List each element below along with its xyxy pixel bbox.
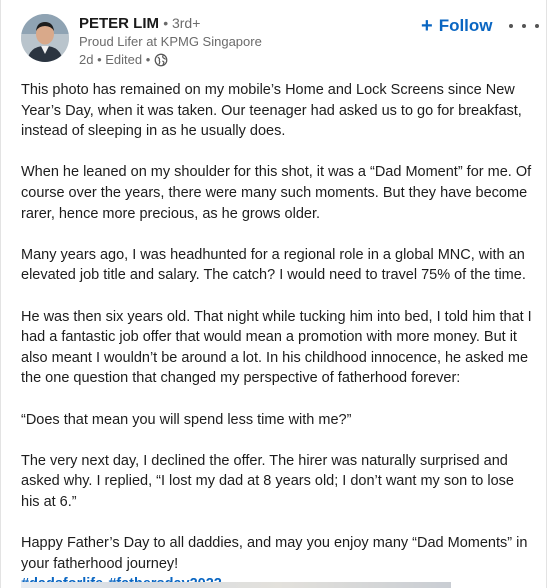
author-name-row bbox=[79, 14, 262, 33]
post-paragraph: When he leaned on my shoulder for this shot, it was a “Dad Moment” for me. Of course over the years, there were many such moments. But they have become rarer, hence more precious, as he grows older. bbox=[21, 164, 532, 222]
post-closing: Happy Father’s Day to all daddies, and may you enjoy many “Dad Moments” in your fatherhood journey! bbox=[21, 535, 528, 572]
post-paragraph: “Does that mean you will spend less time with me?” bbox=[21, 411, 352, 428]
post-body bbox=[21, 80, 536, 588]
more-horizontal-icon bbox=[535, 24, 539, 28]
post-paragraph: Many years ago, I was headhunted for a regional role in a global MNC, with an elevated job title and salary. The catch? I would need to travel 75% of the time. bbox=[21, 246, 526, 284]
globe-icon bbox=[154, 53, 168, 67]
connection-degree: • 3rd+ bbox=[163, 15, 201, 31]
post-image[interactable] bbox=[21, 582, 451, 588]
post-paragraph: He was then six years old. That night while tucking him into bed, I told him that I had a fantastic job offer that would mean a promotion with more money. But it also meant I wouldn’t be around a lot. In his childhood innocence, he asked me the one question that changed my perspective of fatherhood forever: bbox=[21, 308, 532, 387]
post-header bbox=[21, 12, 536, 72]
avatar[interactable] bbox=[21, 14, 69, 62]
author-info bbox=[79, 14, 262, 69]
follow-button[interactable] bbox=[421, 14, 493, 38]
follow-label: Follow bbox=[438, 16, 493, 35]
author-headline: Proud Lifer at KPMG Singapore bbox=[79, 34, 262, 49]
post-paragraph: The very next day, I declined the offer. The hirer was naturally surprised and asked why. I replied, “I lost my dad at 8 years old; I don’t want my son to lose his at 6.” bbox=[21, 452, 514, 510]
more-options-button[interactable] bbox=[509, 18, 539, 34]
more-horizontal-icon bbox=[509, 24, 513, 28]
author-name[interactable]: PETER LIM bbox=[79, 15, 160, 32]
post-meta bbox=[79, 51, 262, 69]
post-paragraph: This photo has remained on my mobile’s Home and Lock Screens since New Year’s Day, when it was taken. Our teenager had asked us to go for breakfast, instead of sleeping in as he usually does. bbox=[21, 82, 522, 140]
more-horizontal-icon bbox=[522, 24, 526, 28]
plus-icon: + bbox=[421, 15, 433, 37]
post-time-edited: 2d • Edited • bbox=[79, 52, 151, 67]
profile-photo-icon bbox=[21, 14, 69, 62]
